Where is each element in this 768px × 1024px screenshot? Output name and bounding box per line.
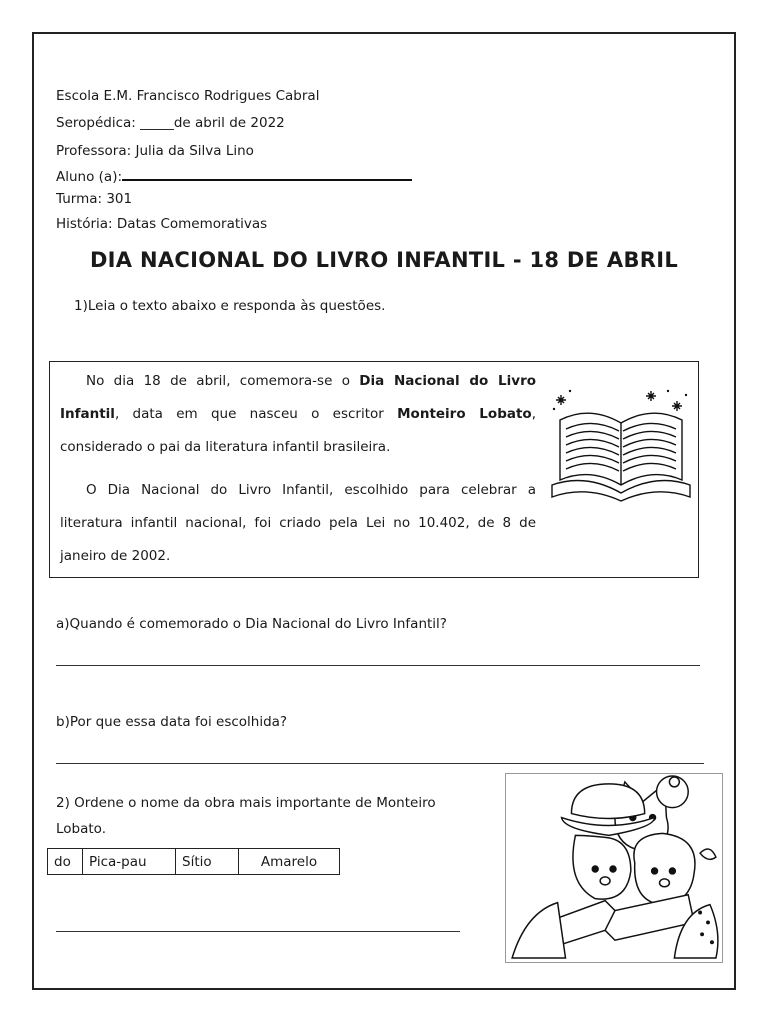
page-title: DIA NACIONAL DO LIVRO INFANTIL - 18 DE ABRIL — [89, 248, 679, 272]
word-cell: Sítio — [176, 849, 239, 875]
word-cell: Amarelo — [239, 849, 340, 875]
question-a: a)Quando é comemorado o Dia Nacional do Livro Infantil? — [56, 616, 447, 632]
reading-paragraph-2: O Dia Nacional do Livro Infantil, escolhido para celebrar a literatura infantil nacional, foi criado pela Lei no 10.402, de 8 de janeiro de 2002. — [60, 482, 536, 564]
reading-paragraph-1: No dia 18 de abril, comemora-se o Dia Nacional do Livro Infantil, data em que nasceu o escritor Monteiro Lobato, considerado o pai da literatura infantil brasileira. — [60, 373, 536, 455]
open-book-icon — [550, 385, 692, 505]
word-cell: do — [48, 849, 83, 875]
city-date-field: Seropédica: _____de abril de 2022 — [56, 115, 285, 131]
student-label: Aluno (a): — [56, 169, 123, 185]
student-field[interactable] — [56, 167, 412, 185]
scrambled-words-table — [47, 848, 340, 875]
answer-line-b[interactable] — [56, 762, 704, 764]
answer-line-2[interactable] — [56, 930, 460, 932]
children-reading-illustration — [505, 773, 723, 963]
question-2: 2) Ordene o nome da obra mais importante de Monteiro Lobato. — [56, 795, 436, 837]
bold-day-name: Dia Nacional do Livro Infantil — [60, 373, 536, 422]
subject-label: História: Datas Comemorativas — [56, 216, 268, 232]
teacher-name: Professora: Julia da Silva Lino — [56, 143, 254, 159]
instruction-text: 1)Leia o texto abaixo e responda às questões. — [74, 298, 386, 314]
question-b: b)Por que essa data foi escolhida? — [56, 714, 288, 730]
school-name: Escola E.M. Francisco Rodrigues Cabral — [56, 88, 320, 104]
bold-author-name: Monteiro Lobato — [397, 406, 532, 422]
answer-line-a[interactable] — [56, 664, 700, 666]
class-label: Turma: 301 — [56, 191, 133, 207]
word-cell: Pica-pau — [83, 849, 176, 875]
student-name-line — [122, 167, 412, 181]
